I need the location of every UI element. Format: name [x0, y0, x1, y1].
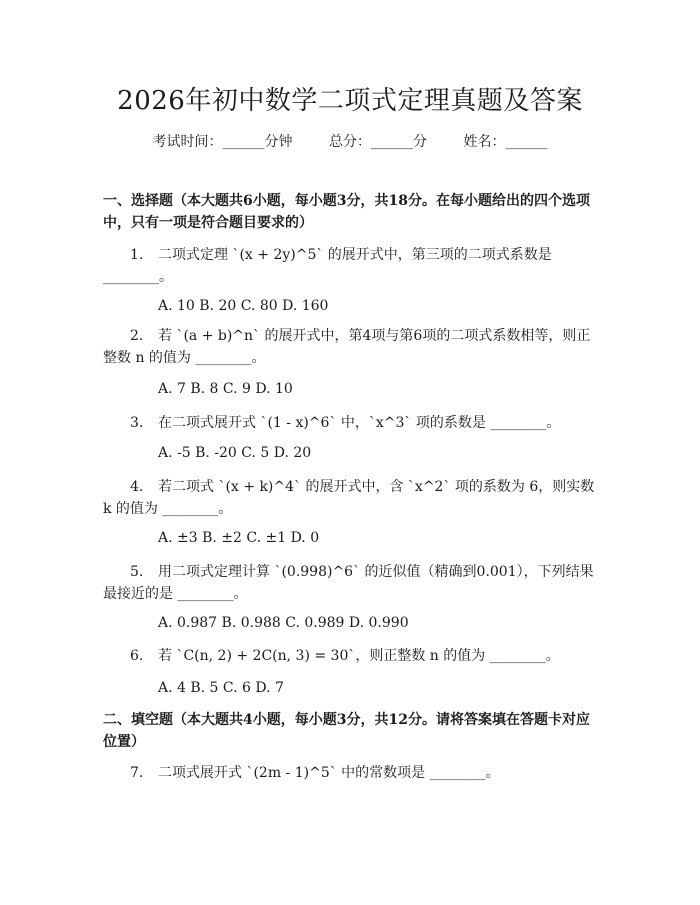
total-score-field: 总分：______分 [329, 134, 427, 150]
question-3-options: A. -5 B. -20 C. 5 D. 20 [158, 445, 312, 461]
question-text: 二项式展开式 `(2m - 1)^5` 中的常数项是 ________。 [158, 765, 500, 781]
question-number: 6. [130, 648, 144, 664]
question-1 [103, 244, 600, 288]
question-7 [103, 762, 600, 784]
section-heading-fill: 二、填空题（本大题共4小题，每小题3分，共12分。请将答案填在答题卡对应位置） [103, 712, 590, 750]
question-text: 若 `C(n, 2) + 2C(n, 3) = 30`，则正整数 n 的值为 ________。 [158, 648, 560, 664]
question-number: 5. [130, 564, 144, 580]
question-text: 若 `(a + b)^n` 的展开式中，第4项与第6项的二项式系数相等，则正整数 n 的值为 ________。 [103, 328, 591, 366]
name-field: 姓名：______ [463, 134, 548, 150]
question-6 [103, 645, 600, 667]
question-number: 7. [130, 765, 144, 781]
question-number: 3. [130, 415, 144, 431]
question-number: 1. [130, 247, 144, 263]
question-text: 二项式定理 `(x + 2y)^5` 的展开式中，第三项的二项式系数是 ________。 [103, 247, 552, 285]
question-4 [103, 476, 600, 520]
question-1-options: A. 10 B. 20 C. 80 D. 160 [158, 298, 329, 314]
question-2-options: A. 7 B. 8 C. 9 D. 10 [158, 381, 293, 397]
question-5-options: A. 0.987 B. 0.988 C. 0.989 D. 0.990 [158, 615, 409, 631]
question-6-options: A. 4 B. 5 C. 6 D. 7 [158, 680, 284, 696]
question-5 [103, 561, 600, 605]
page-title: 2026年初中数学二项式定理真题及答案 [117, 86, 583, 116]
exam-time-field: 考试时间：______分钟 [152, 134, 293, 150]
question-text: 在二项式展开式 `(1 - x)^6` 中，`x^3` 项的系数是 ________。 [158, 415, 561, 431]
section-heading-choice: 一、选择题（本大题共6小题，每小题3分，共18分。在每小题给出的四个选项中，只有一项是符合题目要求的） [103, 193, 590, 231]
question-3 [103, 412, 600, 434]
question-number: 2. [130, 328, 144, 344]
question-text: 若二项式 `(x + k)^4` 的展开式中，含 `x^2` 项的系数为 6，则实数 k 的值为 ________。 [103, 479, 595, 517]
question-4-options: A. ±3 B. ±2 C. ±1 D. 0 [158, 530, 320, 546]
question-text: 用二项式定理计算 `(0.998)^6` 的近似值（精确到0.001），下列结果最接近的是 ________。 [103, 564, 594, 602]
question-2 [103, 325, 600, 369]
exam-info-row [0, 131, 700, 151]
question-number: 4. [130, 479, 144, 495]
